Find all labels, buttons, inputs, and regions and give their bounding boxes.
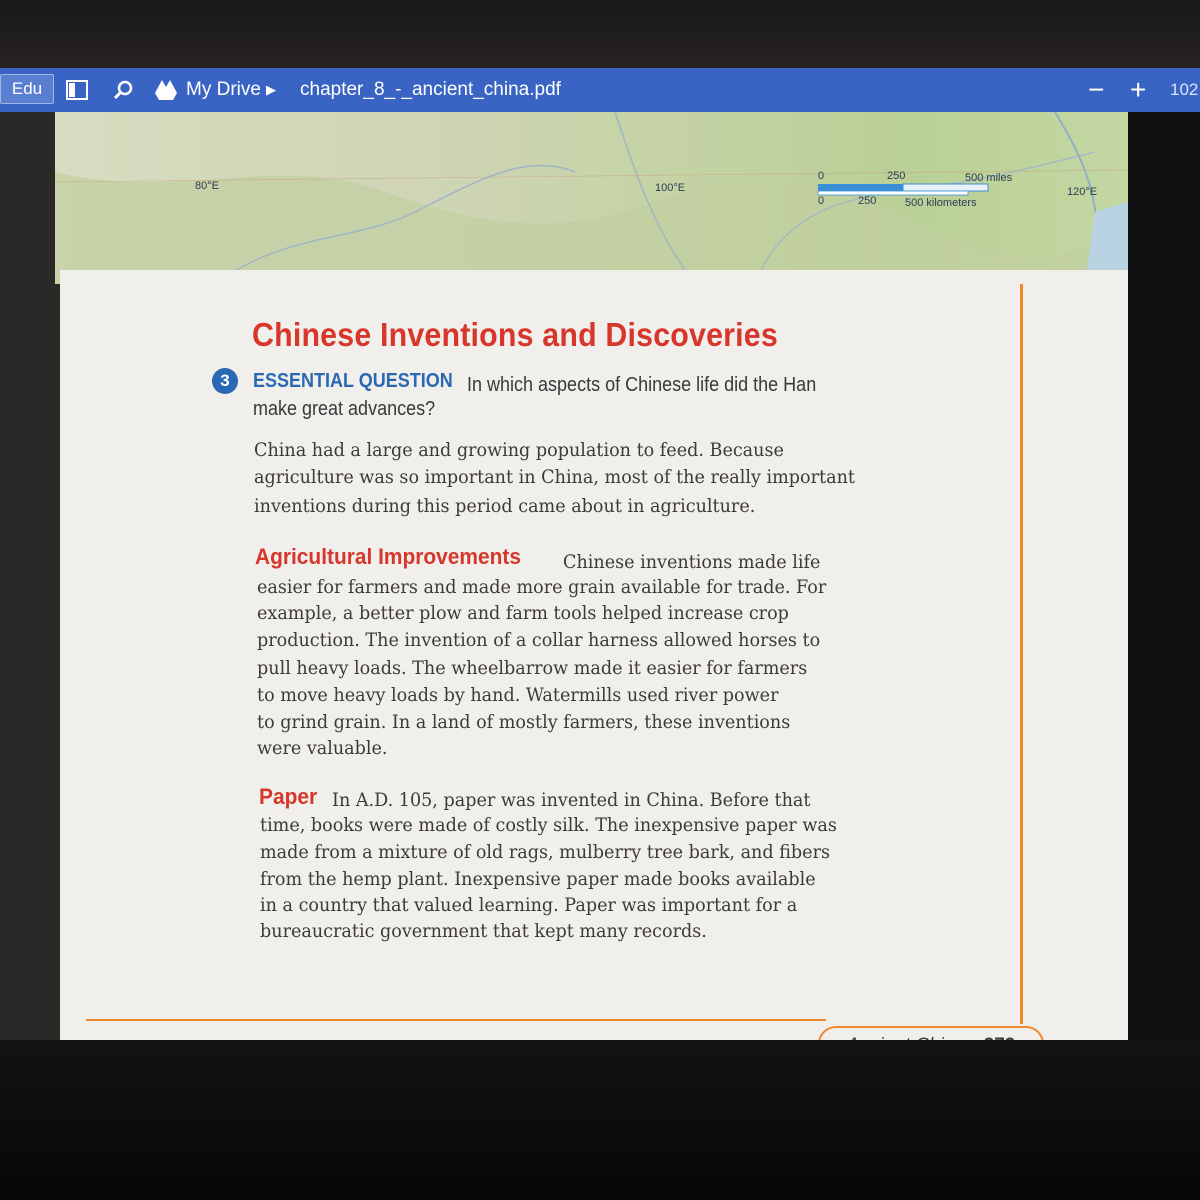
agri-line: pull heavy loads. The wheelbarrow made it easier for farmers [257,658,808,679]
agri-line: were valuable. [257,738,388,759]
scale-miles-0: 0 [818,170,825,182]
agri-line: to move heavy loads by hand. Watermills used river power [257,685,779,706]
pdf-viewer-toolbar [0,68,1200,112]
paper-line: in a country that valued learning. Paper was important for a [260,895,798,916]
viewer-gutter-right [1128,112,1200,1042]
paper-line: time, books were made of costly silk. The inexpensive paper was [260,815,837,836]
intro-line: inventions during this period came about in agriculture. [254,496,756,517]
longitude-label: 120°E [1067,186,1098,198]
paper-line: from the hemp plant. Inexpensive paper made books available [260,869,816,890]
search-icon[interactable] [112,68,134,112]
longitude-label: 80°E [195,180,219,192]
essential-question-label: ESSENTIAL QUESTION [253,370,453,392]
paper-line: made from a mixture of old rags, mulberry tree bark, and fibers [260,842,830,863]
scale-miles-250: 250 [887,170,906,182]
zoom-level: 102 [1170,80,1199,99]
essential-question-number: 3 [212,368,238,394]
scale-km-250: 250 [858,195,877,207]
agri-line: Chinese inventions made life [563,552,821,573]
chevron-right-icon: ▶ [266,82,276,97]
scale-km-500: 500 kilometers [905,197,977,209]
longitude-label: 100°E [655,182,686,194]
scale-miles-500: 500 miles [965,172,1013,184]
margin-rule [1020,284,1023,1024]
viewer-gutter-left [0,112,60,1042]
google-drive-icon [154,68,178,112]
paper-line: In A.D. 105, paper was invented in China. Before that [332,790,811,811]
breadcrumb-my-drive[interactable]: My Drive [186,79,261,100]
paper-heading: Paper [259,784,318,809]
section-title: Chinese Inventions and Discoveries [252,316,778,353]
agri-line: to grind grain. In a land of mostly farmers, these inventions [257,712,791,733]
map-image [55,112,1128,284]
monitor-bezel-bottom [0,1040,1200,1200]
scale-km-0: 0 [818,195,825,207]
intro-line: China had a large and growing population to feed. Because [254,440,784,461]
essential-question-text: make great advances? [253,398,436,420]
zoom-out-button[interactable]: − [1088,74,1105,105]
edu-button[interactable]: Edu [0,74,54,104]
agri-line: easier for farmers and made more grain available for trade. For [257,577,827,598]
agri-heading: Agricultural Improvements [255,544,521,569]
essential-question-text: In which aspects of Chinese life did the Han [467,374,817,396]
file-title: chapter_8_-_ancient_china.pdf [300,79,561,100]
footer-rule [86,1019,826,1021]
zoom-in-button[interactable]: + [1130,74,1147,105]
agri-line: production. The invention of a collar harness allowed horses to [257,630,821,651]
agri-line: example, a better plow and farm tools helped increase crop [257,603,789,624]
monitor-bezel [0,0,1200,68]
sidebar-panel-icon[interactable] [66,68,88,112]
intro-line: agriculture was so important in China, most of the really important [254,467,855,488]
paper-line: bureaucratic government that kept many records. [260,921,707,942]
